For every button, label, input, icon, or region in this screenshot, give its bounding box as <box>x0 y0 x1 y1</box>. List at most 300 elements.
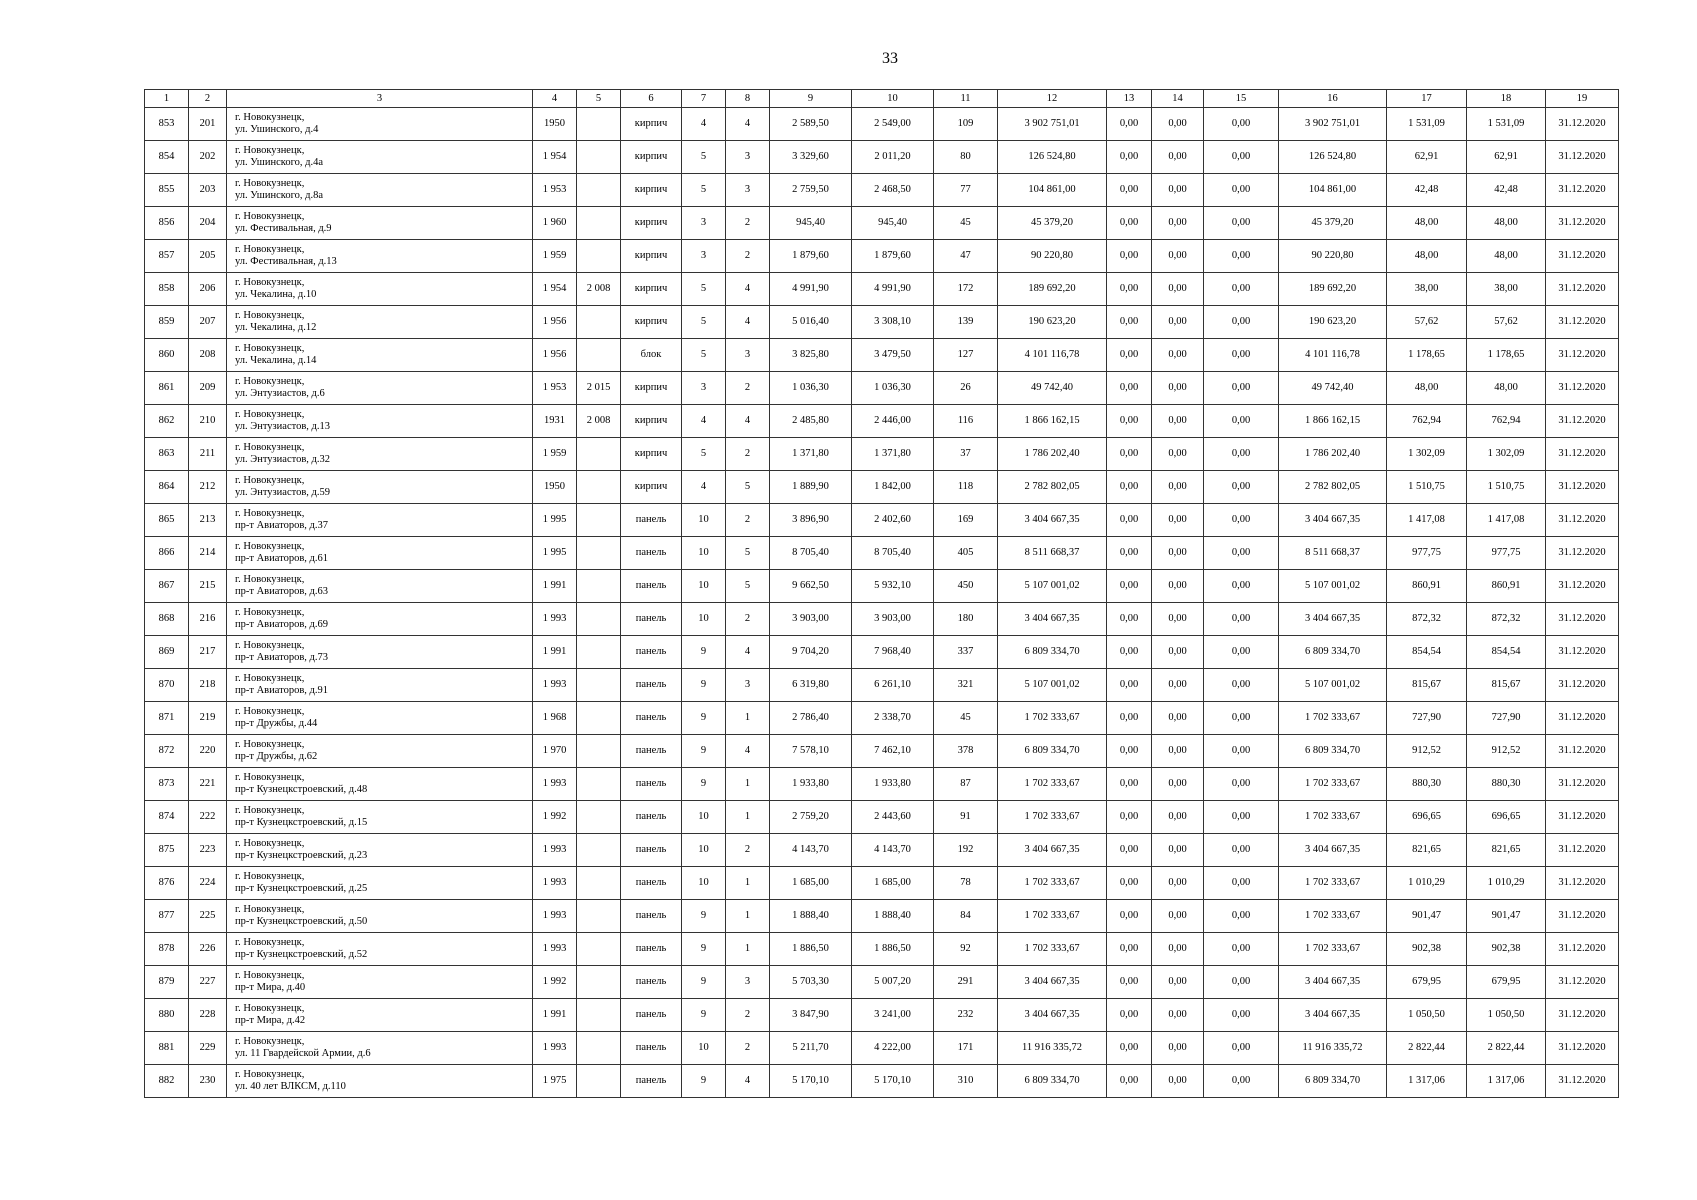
address-city: г. Новокузнецк, <box>235 1069 305 1080</box>
specific-cost-cell: 912,52 <box>1387 735 1467 768</box>
row-number: 862 <box>145 405 189 438</box>
address-street: ул. 40 лет ВЛКСМ, д.110 <box>235 1081 346 1092</box>
year-built-cell: 1 993 <box>533 834 577 867</box>
address-cell <box>227 207 533 240</box>
address-street: ул. 11 Гвардейской Армии, д.6 <box>235 1048 371 1059</box>
completion-date-cell: 31.12.2020 <box>1546 372 1619 405</box>
specific-cost-cell: 880,30 <box>1387 768 1467 801</box>
item-number: 209 <box>189 372 227 405</box>
item-number: 213 <box>189 504 227 537</box>
completion-date-cell: 31.12.2020 <box>1546 240 1619 273</box>
table-row <box>145 867 1619 900</box>
year-renovated-cell <box>577 471 621 504</box>
residents-cell: 45 <box>934 702 998 735</box>
cost-federal-cell: 0,00 <box>1107 141 1152 174</box>
cost-regional-cell: 0,00 <box>1152 240 1204 273</box>
living-area-cell: 2 011,20 <box>852 141 934 174</box>
table-row <box>145 702 1619 735</box>
year-built-cell: 1 992 <box>533 966 577 999</box>
max-specific-cost-cell: 1 531,09 <box>1467 108 1546 141</box>
floors-cell: 3 <box>682 240 726 273</box>
address-cell <box>227 372 533 405</box>
specific-cost-cell: 62,91 <box>1387 141 1467 174</box>
address-street: пр-т Дружбы, д.44 <box>235 718 318 729</box>
item-number: 230 <box>189 1065 227 1098</box>
cost-federal-cell: 0,00 <box>1107 372 1152 405</box>
row-number: 882 <box>145 1065 189 1098</box>
address-city: г. Новокузнецк, <box>235 1003 305 1014</box>
cost-regional-cell: 0,00 <box>1152 141 1204 174</box>
year-built-cell: 1 970 <box>533 735 577 768</box>
address-cell <box>227 900 533 933</box>
address-city: г. Новокузнецк, <box>235 871 305 882</box>
item-number: 224 <box>189 867 227 900</box>
cost-total-cell: 3 404 667,35 <box>998 603 1107 636</box>
living-area-cell: 4 143,70 <box>852 834 934 867</box>
cost-regional-cell: 0,00 <box>1152 735 1204 768</box>
cost-owners-cell: 3 404 667,35 <box>1279 999 1387 1032</box>
wall-material-cell: кирпич <box>621 471 682 504</box>
year-renovated-cell <box>577 801 621 834</box>
row-number: 869 <box>145 636 189 669</box>
residents-cell: 192 <box>934 834 998 867</box>
max-specific-cost-cell: 902,38 <box>1467 933 1546 966</box>
address-cell <box>227 141 533 174</box>
wall-material-cell: панель <box>621 537 682 570</box>
address-street: пр-т Мира, д.40 <box>235 982 306 993</box>
address-cell <box>227 636 533 669</box>
year-built-cell: 1931 <box>533 405 577 438</box>
entrances-cell: 3 <box>726 966 770 999</box>
residents-cell: 37 <box>934 438 998 471</box>
wall-material-cell: панель <box>621 570 682 603</box>
specific-cost-cell: 1 178,65 <box>1387 339 1467 372</box>
living-area-cell: 2 468,50 <box>852 174 934 207</box>
completion-date-cell: 31.12.2020 <box>1546 768 1619 801</box>
row-number: 854 <box>145 141 189 174</box>
specific-cost-cell: 902,38 <box>1387 933 1467 966</box>
item-number: 203 <box>189 174 227 207</box>
cost-total-cell: 104 861,00 <box>998 174 1107 207</box>
cost-owners-cell: 1 702 333,67 <box>1279 801 1387 834</box>
living-area-cell: 1 879,60 <box>852 240 934 273</box>
entrances-cell: 2 <box>726 603 770 636</box>
floors-cell: 10 <box>682 537 726 570</box>
residents-cell: 180 <box>934 603 998 636</box>
cost-federal-cell: 0,00 <box>1107 174 1152 207</box>
year-renovated-cell <box>577 306 621 339</box>
row-number: 870 <box>145 669 189 702</box>
completion-date-cell: 31.12.2020 <box>1546 537 1619 570</box>
row-number: 876 <box>145 867 189 900</box>
year-renovated-cell <box>577 867 621 900</box>
completion-date-cell: 31.12.2020 <box>1546 471 1619 504</box>
cost-owners-cell: 1 786 202,40 <box>1279 438 1387 471</box>
total-area-cell: 3 825,80 <box>770 339 852 372</box>
floors-cell: 10 <box>682 801 726 834</box>
year-renovated-cell <box>577 108 621 141</box>
address-cell <box>227 108 533 141</box>
table-row <box>145 273 1619 306</box>
row-number: 868 <box>145 603 189 636</box>
item-number: 206 <box>189 273 227 306</box>
address-street: ул. Энтузиастов, д.6 <box>235 388 325 399</box>
cost-local-cell: 0,00 <box>1204 438 1279 471</box>
max-specific-cost-cell: 1 302,09 <box>1467 438 1546 471</box>
table-row <box>145 801 1619 834</box>
specific-cost-cell: 815,67 <box>1387 669 1467 702</box>
cost-regional-cell: 0,00 <box>1152 834 1204 867</box>
column-header: 9 <box>770 90 852 108</box>
completion-date-cell: 31.12.2020 <box>1546 141 1619 174</box>
entrances-cell: 2 <box>726 834 770 867</box>
wall-material-cell: кирпич <box>621 273 682 306</box>
living-area-cell: 2 402,60 <box>852 504 934 537</box>
floors-cell: 5 <box>682 438 726 471</box>
address-cell <box>227 339 533 372</box>
living-area-cell: 3 308,10 <box>852 306 934 339</box>
total-area-cell: 5 211,70 <box>770 1032 852 1065</box>
residents-cell: 26 <box>934 372 998 405</box>
max-specific-cost-cell: 854,54 <box>1467 636 1546 669</box>
total-area-cell: 6 319,80 <box>770 669 852 702</box>
year-renovated-cell <box>577 768 621 801</box>
year-renovated-cell <box>577 735 621 768</box>
cost-local-cell: 0,00 <box>1204 999 1279 1032</box>
cost-federal-cell: 0,00 <box>1107 504 1152 537</box>
floors-cell: 9 <box>682 1065 726 1098</box>
address-street: ул. Ушинского, д.8а <box>235 190 324 201</box>
table-row <box>145 405 1619 438</box>
total-area-cell: 3 329,60 <box>770 141 852 174</box>
floors-cell: 3 <box>682 372 726 405</box>
cost-regional-cell: 0,00 <box>1152 966 1204 999</box>
row-number: 855 <box>145 174 189 207</box>
cost-regional-cell: 0,00 <box>1152 174 1204 207</box>
item-number: 221 <box>189 768 227 801</box>
max-specific-cost-cell: 42,48 <box>1467 174 1546 207</box>
wall-material-cell: панель <box>621 702 682 735</box>
residents-cell: 109 <box>934 108 998 141</box>
row-number: 871 <box>145 702 189 735</box>
cost-total-cell: 90 220,80 <box>998 240 1107 273</box>
cost-local-cell: 0,00 <box>1204 471 1279 504</box>
year-built-cell: 1 991 <box>533 570 577 603</box>
year-built-cell: 1950 <box>533 108 577 141</box>
row-number: 856 <box>145 207 189 240</box>
year-built-cell: 1 956 <box>533 339 577 372</box>
cost-owners-cell: 3 902 751,01 <box>1279 108 1387 141</box>
entrances-cell: 1 <box>726 702 770 735</box>
row-number: 859 <box>145 306 189 339</box>
item-number: 223 <box>189 834 227 867</box>
cost-local-cell: 0,00 <box>1204 207 1279 240</box>
table-row <box>145 735 1619 768</box>
living-area-cell: 3 479,50 <box>852 339 934 372</box>
address-city: г. Новокузнецк, <box>235 739 305 750</box>
year-renovated-cell <box>577 207 621 240</box>
address-street: пр-т Кузнецкстроевский, д.50 <box>235 916 368 927</box>
total-area-cell: 1 685,00 <box>770 867 852 900</box>
address-city: г. Новокузнецк, <box>235 442 305 453</box>
total-area-cell: 3 896,90 <box>770 504 852 537</box>
table-row <box>145 933 1619 966</box>
residents-cell: 291 <box>934 966 998 999</box>
item-number: 210 <box>189 405 227 438</box>
floors-cell: 9 <box>682 900 726 933</box>
year-built-cell: 1 953 <box>533 174 577 207</box>
living-area-cell: 4 991,90 <box>852 273 934 306</box>
cost-owners-cell: 1 702 333,67 <box>1279 702 1387 735</box>
completion-date-cell: 31.12.2020 <box>1546 339 1619 372</box>
row-number: 866 <box>145 537 189 570</box>
completion-date-cell: 31.12.2020 <box>1546 702 1619 735</box>
max-specific-cost-cell: 880,30 <box>1467 768 1546 801</box>
item-number: 204 <box>189 207 227 240</box>
total-area-cell: 7 578,10 <box>770 735 852 768</box>
cost-regional-cell: 0,00 <box>1152 900 1204 933</box>
cost-regional-cell: 0,00 <box>1152 636 1204 669</box>
cost-local-cell: 0,00 <box>1204 966 1279 999</box>
address-city: г. Новокузнецк, <box>235 277 305 288</box>
address-street: пр-т Авиаторов, д.61 <box>235 553 329 564</box>
max-specific-cost-cell: 762,94 <box>1467 405 1546 438</box>
specific-cost-cell: 696,65 <box>1387 801 1467 834</box>
cost-federal-cell: 0,00 <box>1107 1032 1152 1065</box>
living-area-cell: 4 222,00 <box>852 1032 934 1065</box>
year-renovated-cell <box>577 636 621 669</box>
cost-federal-cell: 0,00 <box>1107 669 1152 702</box>
specific-cost-cell: 1 302,09 <box>1387 438 1467 471</box>
completion-date-cell: 31.12.2020 <box>1546 174 1619 207</box>
year-built-cell: 1 993 <box>533 933 577 966</box>
residents-cell: 127 <box>934 339 998 372</box>
residents-cell: 77 <box>934 174 998 207</box>
cost-owners-cell: 2 782 802,05 <box>1279 471 1387 504</box>
year-renovated-cell <box>577 966 621 999</box>
max-specific-cost-cell: 1 317,06 <box>1467 1065 1546 1098</box>
cost-federal-cell: 0,00 <box>1107 999 1152 1032</box>
floors-cell: 4 <box>682 471 726 504</box>
wall-material-cell: панель <box>621 669 682 702</box>
living-area-cell: 7 968,40 <box>852 636 934 669</box>
cost-total-cell: 3 902 751,01 <box>998 108 1107 141</box>
cost-total-cell: 45 379,20 <box>998 207 1107 240</box>
specific-cost-cell: 977,75 <box>1387 537 1467 570</box>
table-row <box>145 603 1619 636</box>
total-area-cell: 3 847,90 <box>770 999 852 1032</box>
item-number: 215 <box>189 570 227 603</box>
total-area-cell: 5 170,10 <box>770 1065 852 1098</box>
wall-material-cell: панель <box>621 1032 682 1065</box>
year-renovated-cell: 2 015 <box>577 372 621 405</box>
year-built-cell: 1 960 <box>533 207 577 240</box>
row-number: 857 <box>145 240 189 273</box>
cost-local-cell: 0,00 <box>1204 768 1279 801</box>
address-street: пр-т Кузнецкстроевский, д.15 <box>235 817 368 828</box>
cost-owners-cell: 4 101 116,78 <box>1279 339 1387 372</box>
year-renovated-cell <box>577 603 621 636</box>
residents-cell: 80 <box>934 141 998 174</box>
max-specific-cost-cell: 1 417,08 <box>1467 504 1546 537</box>
address-street: пр-т Кузнецкстроевский, д.52 <box>235 949 368 960</box>
cost-federal-cell: 0,00 <box>1107 636 1152 669</box>
floors-cell: 5 <box>682 306 726 339</box>
wall-material-cell: кирпич <box>621 240 682 273</box>
cost-total-cell: 2 782 802,05 <box>998 471 1107 504</box>
residents-cell: 118 <box>934 471 998 504</box>
living-area-cell: 5 170,10 <box>852 1065 934 1098</box>
specific-cost-cell: 1 510,75 <box>1387 471 1467 504</box>
item-number: 202 <box>189 141 227 174</box>
residents-cell: 45 <box>934 207 998 240</box>
max-specific-cost-cell: 2 822,44 <box>1467 1032 1546 1065</box>
address-city: г. Новокузнецк, <box>235 772 305 783</box>
address-city: г. Новокузнецк, <box>235 310 305 321</box>
cost-regional-cell: 0,00 <box>1152 669 1204 702</box>
total-area-cell: 945,40 <box>770 207 852 240</box>
total-area-cell: 1 886,50 <box>770 933 852 966</box>
living-area-cell: 2 443,60 <box>852 801 934 834</box>
cost-owners-cell: 190 623,20 <box>1279 306 1387 339</box>
address-city: г. Новокузнецк, <box>235 112 305 123</box>
address-cell <box>227 240 533 273</box>
residents-cell: 78 <box>934 867 998 900</box>
address-city: г. Новокузнецк, <box>235 640 305 651</box>
item-number: 222 <box>189 801 227 834</box>
entrances-cell: 1 <box>726 867 770 900</box>
cost-total-cell: 1 702 333,67 <box>998 933 1107 966</box>
year-built-cell: 1 991 <box>533 999 577 1032</box>
column-header: 8 <box>726 90 770 108</box>
cost-local-cell: 0,00 <box>1204 801 1279 834</box>
cost-total-cell: 6 809 334,70 <box>998 1065 1107 1098</box>
completion-date-cell: 31.12.2020 <box>1546 801 1619 834</box>
cost-federal-cell: 0,00 <box>1107 1065 1152 1098</box>
address-cell <box>227 273 533 306</box>
year-built-cell: 1 995 <box>533 537 577 570</box>
residents-cell: 169 <box>934 504 998 537</box>
cost-owners-cell: 45 379,20 <box>1279 207 1387 240</box>
completion-date-cell: 31.12.2020 <box>1546 636 1619 669</box>
entrances-cell: 5 <box>726 570 770 603</box>
table-row <box>145 966 1619 999</box>
cost-federal-cell: 0,00 <box>1107 735 1152 768</box>
cost-local-cell: 0,00 <box>1204 1032 1279 1065</box>
column-header: 12 <box>998 90 1107 108</box>
address-cell <box>227 174 533 207</box>
wall-material-cell: панель <box>621 1065 682 1098</box>
cost-owners-cell: 1 702 333,67 <box>1279 933 1387 966</box>
row-number: 860 <box>145 339 189 372</box>
address-cell <box>227 504 533 537</box>
column-header: 7 <box>682 90 726 108</box>
year-renovated-cell <box>577 1032 621 1065</box>
cost-regional-cell: 0,00 <box>1152 438 1204 471</box>
specific-cost-cell: 727,90 <box>1387 702 1467 735</box>
cost-federal-cell: 0,00 <box>1107 768 1152 801</box>
cost-federal-cell: 0,00 <box>1107 834 1152 867</box>
completion-date-cell: 31.12.2020 <box>1546 438 1619 471</box>
residents-cell: 84 <box>934 900 998 933</box>
entrances-cell: 4 <box>726 735 770 768</box>
residents-cell: 171 <box>934 1032 998 1065</box>
completion-date-cell: 31.12.2020 <box>1546 108 1619 141</box>
completion-date-cell: 31.12.2020 <box>1546 834 1619 867</box>
address-city: г. Новокузнецк, <box>235 178 305 189</box>
specific-cost-cell: 901,47 <box>1387 900 1467 933</box>
cost-total-cell: 1 786 202,40 <box>998 438 1107 471</box>
max-specific-cost-cell: 815,67 <box>1467 669 1546 702</box>
cost-regional-cell: 0,00 <box>1152 999 1204 1032</box>
column-header: 5 <box>577 90 621 108</box>
cost-federal-cell: 0,00 <box>1107 801 1152 834</box>
row-number: 875 <box>145 834 189 867</box>
floors-cell: 9 <box>682 669 726 702</box>
row-number: 863 <box>145 438 189 471</box>
living-area-cell: 5 932,10 <box>852 570 934 603</box>
year-built-cell: 1950 <box>533 471 577 504</box>
row-number: 878 <box>145 933 189 966</box>
cost-federal-cell: 0,00 <box>1107 438 1152 471</box>
entrances-cell: 2 <box>726 438 770 471</box>
cost-owners-cell: 6 809 334,70 <box>1279 1065 1387 1098</box>
column-header: 2 <box>189 90 227 108</box>
wall-material-cell: кирпич <box>621 306 682 339</box>
cost-regional-cell: 0,00 <box>1152 867 1204 900</box>
address-city: г. Новокузнецк, <box>235 376 305 387</box>
cost-regional-cell: 0,00 <box>1152 603 1204 636</box>
cost-owners-cell: 6 809 334,70 <box>1279 636 1387 669</box>
cost-local-cell: 0,00 <box>1204 405 1279 438</box>
item-number: 220 <box>189 735 227 768</box>
year-renovated-cell <box>577 339 621 372</box>
residents-cell: 450 <box>934 570 998 603</box>
year-built-cell: 1 993 <box>533 867 577 900</box>
floors-cell: 9 <box>682 933 726 966</box>
residents-cell: 232 <box>934 999 998 1032</box>
living-area-cell: 1 842,00 <box>852 471 934 504</box>
entrances-cell: 2 <box>726 1032 770 1065</box>
address-street: пр-т Кузнецкстроевский, д.48 <box>235 784 368 795</box>
address-cell <box>227 966 533 999</box>
specific-cost-cell: 1 050,50 <box>1387 999 1467 1032</box>
wall-material-cell: панель <box>621 999 682 1032</box>
table-row <box>145 537 1619 570</box>
wall-material-cell: панель <box>621 966 682 999</box>
cost-regional-cell: 0,00 <box>1152 1065 1204 1098</box>
address-cell <box>227 1065 533 1098</box>
year-renovated-cell: 2 008 <box>577 405 621 438</box>
cost-owners-cell: 49 742,40 <box>1279 372 1387 405</box>
max-specific-cost-cell: 912,52 <box>1467 735 1546 768</box>
address-street: ул. Фестивальная, д.13 <box>235 256 337 267</box>
entrances-cell: 4 <box>726 108 770 141</box>
wall-material-cell: панель <box>621 768 682 801</box>
living-area-cell: 1 371,80 <box>852 438 934 471</box>
year-renovated-cell <box>577 669 621 702</box>
completion-date-cell: 31.12.2020 <box>1546 999 1619 1032</box>
cost-total-cell: 1 702 333,67 <box>998 768 1107 801</box>
row-number: 864 <box>145 471 189 504</box>
completion-date-cell: 31.12.2020 <box>1546 504 1619 537</box>
floors-cell: 9 <box>682 966 726 999</box>
cost-owners-cell: 104 861,00 <box>1279 174 1387 207</box>
cost-regional-cell: 0,00 <box>1152 471 1204 504</box>
living-area-cell: 2 549,00 <box>852 108 934 141</box>
specific-cost-cell: 42,48 <box>1387 174 1467 207</box>
cost-owners-cell: 11 916 335,72 <box>1279 1032 1387 1065</box>
